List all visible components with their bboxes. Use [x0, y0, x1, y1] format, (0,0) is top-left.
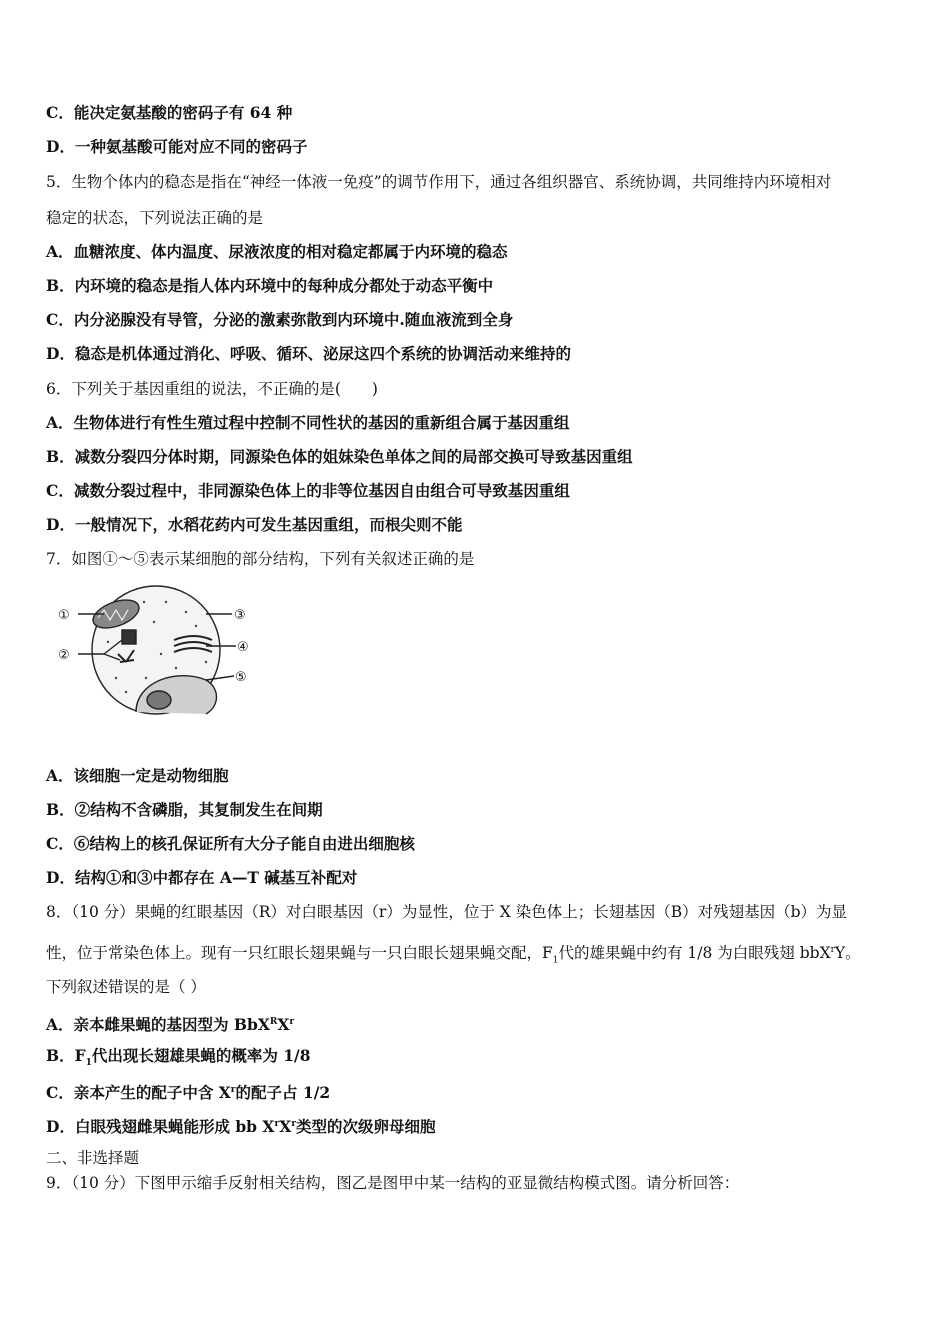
q9-stem: 9．（10 分）下图甲示缩手反射相关结构，图乙是图甲中某一结构的亚显微结构模式图。请分析回答： [46, 1174, 740, 1192]
q5-stem-line2: 稳定的状态，下列说法正确的是 [46, 209, 264, 227]
q7-option-d: D．结构①和③中都存在 A—T 碱基互补配对 [46, 868, 358, 887]
section-title: 二、非选择题 [46, 1149, 140, 1167]
q7-option-c: C．⑥结构上的核孔保证所有大分子能自由进出细胞核 [46, 834, 415, 853]
q5-option-a: A．血糖浓度、体内温度、尿液浓度的相对稳定都属于内环境的稳态 [46, 242, 508, 261]
q8-option-b: B．$F_1$代出现长翅雄果蝇的概率为 1/8 [46, 1046, 311, 1069]
figure-label-2: ② [58, 648, 70, 663]
q7-option-a: A．该细胞一定是动物细胞 [46, 766, 229, 785]
q8-stem-line1: 8．（10 分）果蝇的红眼基因（R）对白眼基因（r）为显性，位于 X 染色体上；长翅基因（B）对残翅基因（b）为显 [46, 903, 848, 921]
q6-option-d: D．一般情况下，水稻花药内可发生基因重组，而根尖则不能 [46, 515, 463, 534]
q8-option-a: A．亲本雌果蝇的基因型为 $BbX^RX^r$ [46, 1015, 295, 1035]
q8-option-d: D．白眼残翅雌果蝇能形成 bb $X^rX^r$类型的次级卵母细胞 [46, 1117, 436, 1137]
figure-label-4: ④ [237, 640, 249, 655]
q4-option-d: D．一种氨基酸可能对应不同的密码子 [46, 137, 308, 156]
q5-option-d: D．稳态是机体通过消化、呼吸、循环、泌尿这四个系统的协调活动来维持的 [46, 344, 571, 363]
q5-option-b: B．内环境的稳态是指人体内环境中的每种成分都处于动态平衡中 [46, 276, 494, 295]
q6-option-c: C．减数分裂过程中，非同源染色体上的非等位基因自由组合可导致基因重组 [46, 481, 570, 500]
q8-option-c: C．亲本产生的配子中含 $X^r$的配子占 1/2 [46, 1083, 331, 1103]
q8-stem-line2: 性，位于常染色体上。现有一只红眼长翅果蝇与一只白眼长翅果蝇交配，$F_1$代的雄果蝇中约有 1/8 为白眼残翅 bbX$^r$Y。 [46, 944, 861, 966]
q6-option-b: B．减数分裂四分体时期，同源染色体的姐妹染色单体之间的局部交换可导致基因重组 [46, 447, 633, 466]
figure-label-3: ③ [234, 608, 246, 623]
q7-option-b: B．②结构不含磷脂，其复制发生在间期 [46, 800, 323, 819]
q5-option-c: C．内分泌腺没有导管，分泌的激素弥散到内环境中.随血液流到全身 [46, 310, 514, 329]
q8-stem-line3: 下列叙述错误的是（ ） [46, 978, 206, 996]
q7-stem: 7．如图①～⑤表示某细胞的部分结构，下列有关叙述正确的是 [46, 550, 475, 568]
q6-stem: 6．下列关于基因重组的说法，不正确的是( ) [46, 380, 378, 398]
figure-label-1: ① [58, 608, 70, 623]
q6-option-a: A．生物体进行有性生殖过程中控制不同性状的基因的重新组合属于基因重组 [46, 413, 570, 432]
figure-label-5: ⑤ [235, 670, 247, 685]
q4-option-c: C．能决定氨基酸的密码子有 64 种 [46, 103, 293, 122]
q5-stem-line1: 5．生物个体内的稳态是指在“神经一体液一免疫”的调节作用下，通过各组织器官、系统协调，共同维持内环境相对 [46, 173, 832, 191]
cell-structure-figure [56, 582, 261, 722]
